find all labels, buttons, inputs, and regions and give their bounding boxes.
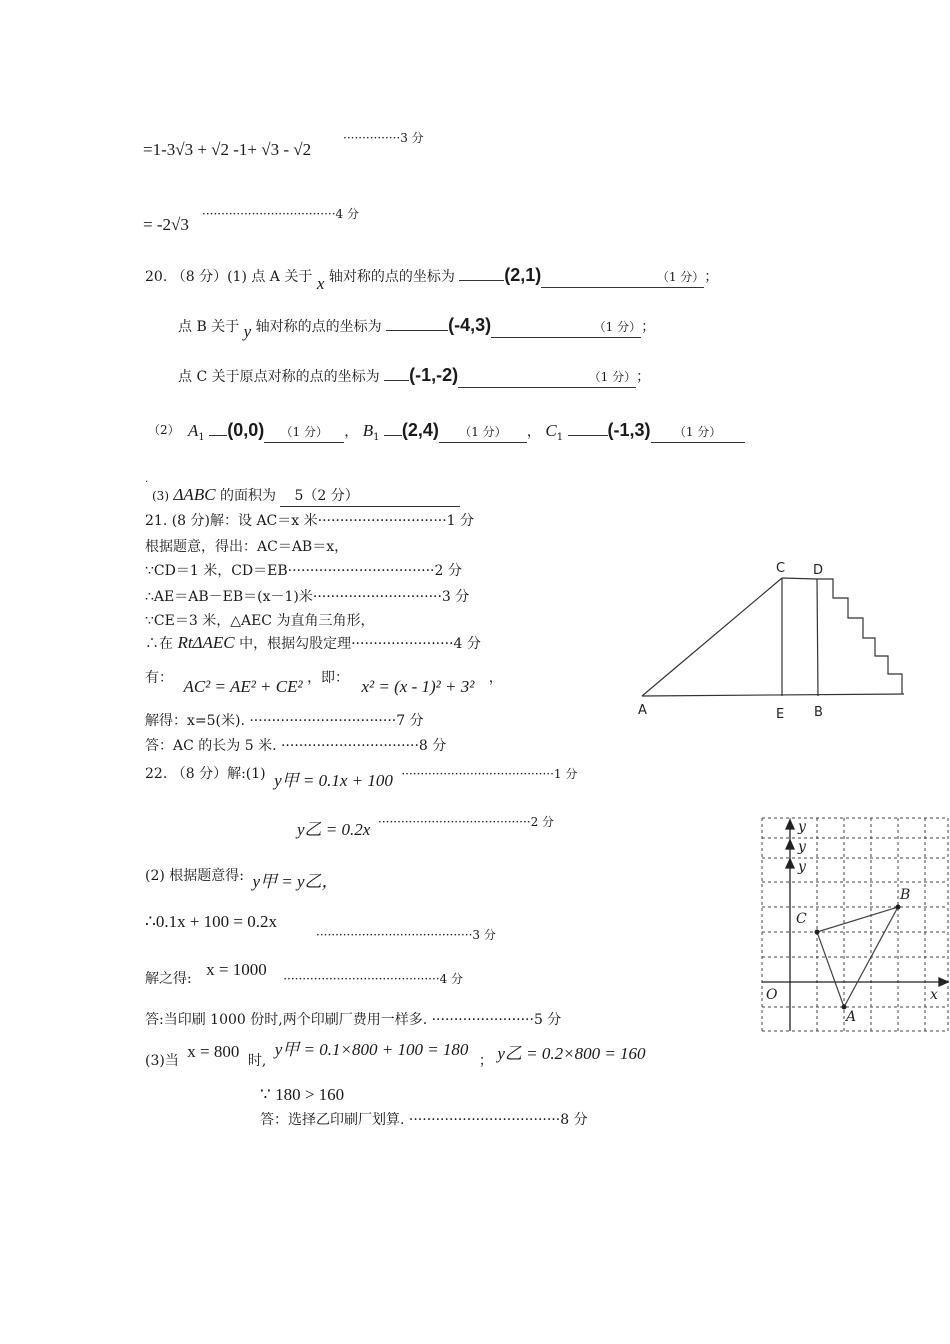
- q20-x-var: x: [316, 274, 325, 293]
- step-line-1-expr: =1-3√3 + √2 -1+ √3 - √2: [143, 140, 312, 159]
- score-4: ···································4 分: [202, 207, 359, 221]
- q22-score-1: ········································1 分: [401, 767, 578, 781]
- q20-a-points: （1 分）: [656, 270, 705, 284]
- triangle-abc: ΔABC: [173, 485, 216, 504]
- q22-line-3: [145, 865, 339, 891]
- q21-line-1: 21. (8 分)解：设 AC＝x 米·····························1 分: [145, 513, 475, 529]
- pythagoras-eq: AC² = AE² + CE²: [183, 677, 303, 696]
- q22-heading: 22. （8 分）解:(1): [145, 766, 266, 782]
- q22-line-8: ∵ 180 > 160: [260, 1085, 345, 1104]
- label-a: A: [638, 703, 647, 718]
- q21-line-6-pre: ∴在: [145, 636, 173, 652]
- b1-answer: (2,4): [401, 420, 439, 440]
- pythagoras-eq-2: x² = (x - 1)² + 3²: [361, 677, 475, 696]
- c1-subscript: 1: [556, 432, 564, 443]
- q21-line-6: [145, 633, 481, 654]
- stair-figure: [630, 558, 920, 723]
- step-line-1: [143, 140, 311, 160]
- q21-line-7-end: ，: [488, 670, 503, 686]
- y-arrow-3: [786, 859, 794, 868]
- point-b: [896, 905, 901, 910]
- label-d: D: [813, 563, 824, 578]
- a1-subscript: 1: [198, 432, 205, 443]
- line-d-b: [817, 579, 818, 696]
- label-e: E: [776, 707, 785, 722]
- a1-label: A: [188, 421, 199, 440]
- staircase-outline: [817, 579, 902, 694]
- x-solution: x = 1000: [206, 960, 267, 979]
- q22-score-2: ········································2 分: [378, 815, 555, 829]
- q22-line-3-pre: (2) 根据题意得:: [145, 868, 244, 884]
- x-800: x = 800: [187, 1042, 240, 1061]
- y-yi-eq: y乙 = 0.2x: [297, 820, 371, 839]
- q20-part3-text: 的面积为: [220, 488, 276, 504]
- q22-line-1: [145, 763, 578, 790]
- q21-line-8: 解得：x=5(米). ·································7 分: [145, 713, 424, 729]
- q20-line-a: 20. （8 分）(1) 点 A 关于 x 轴对称的点的坐标为 (2,1) （1 分）；: [145, 265, 719, 293]
- b1-subscript: 1: [373, 432, 380, 443]
- a1-answer: (0,0): [227, 420, 265, 440]
- line-ac: [642, 578, 782, 696]
- q20-heading: 20. （8 分）(1) 点 A 关于: [145, 269, 313, 285]
- b1-label: B: [362, 421, 374, 440]
- q20-a-answer: (2,1): [504, 265, 542, 285]
- line-ab: [642, 694, 904, 696]
- label-b: B: [814, 705, 823, 720]
- q20-b-text: 轴对称的点的坐标为: [255, 319, 382, 335]
- coordinate-grid-figure: [760, 815, 950, 1035]
- q21-line-7-pre: 有：: [145, 670, 173, 686]
- q20-line-b: 点 B 关于 y 轴对称的点的坐标为 (-4,3) （1 分）；: [178, 315, 656, 341]
- y-jia-800: y甲 = 0.1×800 + 100 = 180: [274, 1040, 469, 1059]
- q22-line-7: [145, 1040, 646, 1071]
- x-arrow: [939, 978, 948, 986]
- origin-label: O: [766, 987, 778, 1003]
- q20-a-text: 轴对称的点的坐标为: [328, 269, 455, 285]
- q21-line-6-post: 中，根据勾股定理·······················4 分: [239, 636, 481, 652]
- q21-line-5: ∵CE＝3 米，△AEC 为直角三角形，: [145, 613, 375, 629]
- y-arrow-2: [786, 840, 794, 849]
- q20-c-points: （1 分）: [588, 370, 637, 384]
- point-c: [815, 930, 820, 935]
- q20-c-text: 点 C 关于原点对称的点的坐标为: [178, 369, 380, 385]
- y-equal-eq: y甲 = y乙，: [252, 872, 339, 891]
- q20-b-answer: (-4,3): [448, 315, 492, 335]
- b-label: B: [900, 887, 911, 903]
- q22-line-7-time: 时,: [247, 1053, 267, 1069]
- q20-part2: [148, 420, 180, 440]
- score-3: ···············3 分: [343, 131, 424, 145]
- q22-score-3: ·········································3 分: [316, 928, 496, 942]
- equation-solve: ∴0.1x + 100 = 0.2x: [145, 912, 277, 931]
- q20-c-answer: (-1,-2): [409, 365, 459, 385]
- q21-line-3: ∵CD＝1 米，CD＝EB·································2 分: [145, 563, 462, 579]
- c1-label: C: [545, 421, 557, 440]
- q20-b-pre: 点 B 关于: [178, 319, 240, 335]
- q20-part3-answer: 5（2 分）: [294, 488, 359, 504]
- line-cd: [782, 578, 817, 579]
- q22-line-7-semicolon: ；: [478, 1053, 493, 1069]
- q22-line-5-pre: 解之得:: [145, 971, 192, 987]
- q22-line-6: 答:当印刷 1000 份时,两个印刷厂费用一样多. ·······················5 分: [145, 1012, 562, 1028]
- q22-score-4: ·········································4 分: [283, 972, 464, 986]
- y-jia-eq: y甲 = 0.1x + 100: [274, 771, 393, 790]
- y-yi-800: y乙 = 0.2×800 = 160: [497, 1044, 646, 1063]
- q21-line-7-mid: ，即：: [307, 670, 350, 686]
- y-arrow-1: [786, 820, 794, 829]
- q20-part2-answers: $A_1$ (0,0) （1 分） ， $B_1$ (2,4) （1 分） ， $C_1$ (-1,3) （1 分）: [188, 420, 745, 448]
- q22-line-5: [145, 960, 464, 989]
- y-label-1: y: [798, 819, 806, 835]
- a1-points: （1 分）: [280, 425, 328, 439]
- q20-part3-label: (3): [152, 489, 169, 503]
- x-label: x: [930, 987, 938, 1003]
- q22-line-4: [145, 912, 277, 933]
- q20-part3: [152, 485, 460, 507]
- c1-points: （1 分）: [673, 425, 722, 439]
- c-label: C: [796, 911, 807, 927]
- a-label: A: [846, 1009, 857, 1025]
- q20-y-var: y: [243, 322, 252, 341]
- rt-triangle-aec: RtΔAEC: [177, 633, 235, 652]
- y-label-2: y: [798, 839, 806, 855]
- q21-line-9: 答：AC 的长为 5 米. ·······························8 分: [145, 738, 447, 754]
- y-label-3: y: [798, 859, 806, 875]
- c1-answer: (-1,3): [607, 420, 651, 440]
- q21-line-4: ∴AE＝AB－EB＝(x－1)米·····························3 分: [145, 589, 470, 605]
- q21-line-2: 根据题意，得出：AC＝AB＝x，: [145, 539, 349, 555]
- q20-b-points: （1 分）: [593, 320, 642, 334]
- stray-dot: .: [145, 474, 149, 485]
- q21-line-7: [145, 667, 503, 696]
- step-line-2: = -2√3: [143, 215, 189, 234]
- q20-part2-label: （2）: [148, 423, 180, 437]
- q22-line-9: 答：选择乙印刷厂划算. ··································8 分: [260, 1112, 588, 1128]
- q22-line-7-pre: (3)当: [145, 1053, 179, 1069]
- b1-points: （1 分）: [459, 425, 507, 439]
- label-c: C: [776, 561, 786, 576]
- q20-line-c: 点 C 关于原点对称的点的坐标为 (-1,-2) （1 分）；: [178, 365, 650, 388]
- q22-line-2: [297, 820, 370, 841]
